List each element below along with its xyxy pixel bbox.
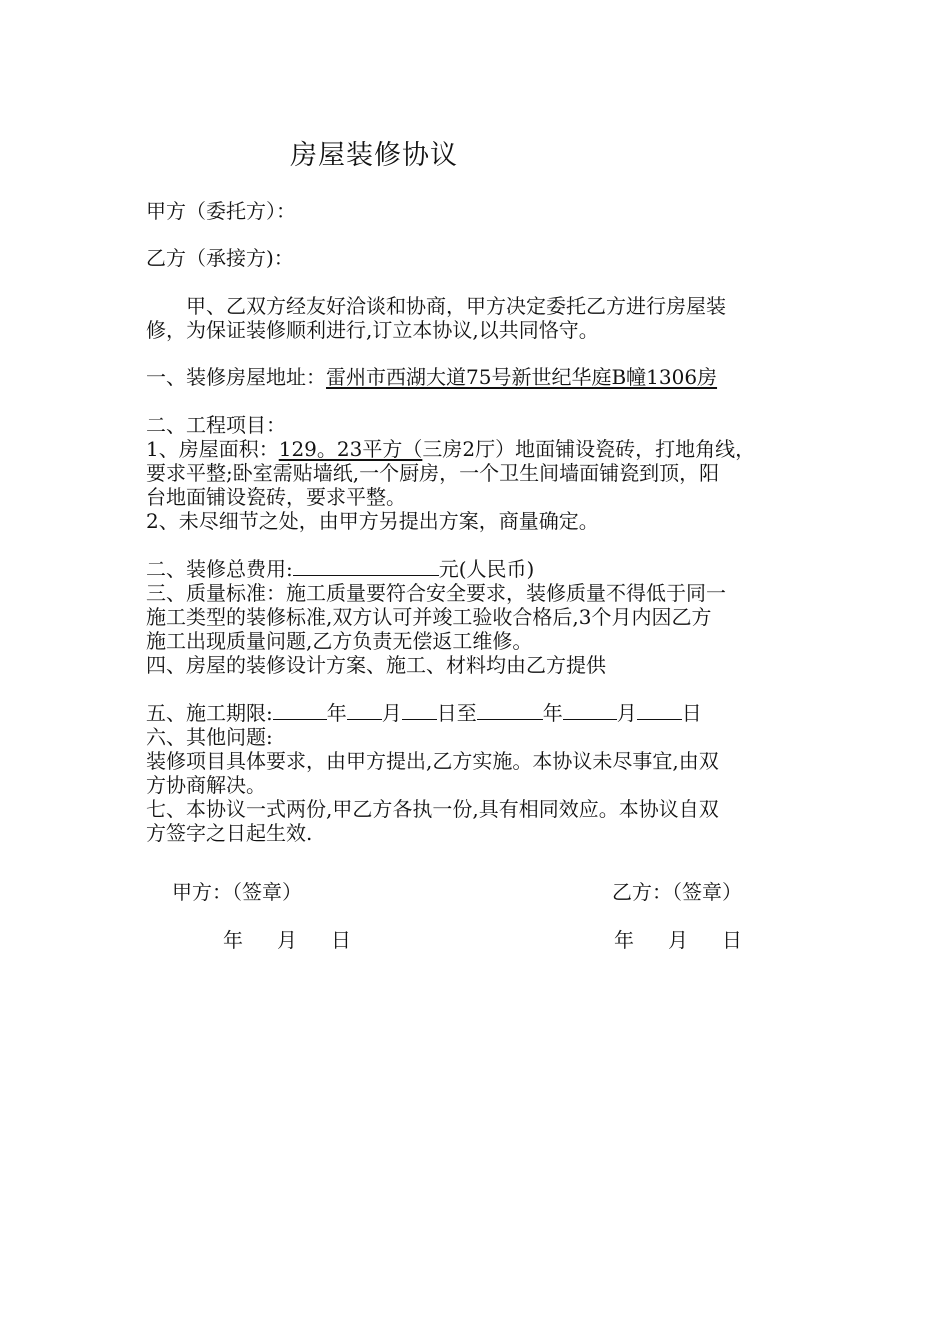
copies-line-2: 方签字之日起生效. <box>146 821 313 845</box>
document-title: 房屋装修协议 <box>290 140 458 171</box>
period-year: 年 <box>326 701 347 725</box>
project-item-1 <box>146 437 755 461</box>
intro-line-2: 修，为保证装修顺利进行,订立本协议,以共同恪守。 <box>146 318 599 342</box>
cost-label: 二、装修总费用: <box>146 557 293 581</box>
party-a-date-month: 月 <box>277 928 297 952</box>
period-month-2: 月 <box>616 701 637 725</box>
project-item-2: 2、未尽细节之处，由甲方另提出方案，商量确定。 <box>146 509 599 533</box>
period-blank <box>637 701 682 720</box>
period-blank <box>273 701 327 720</box>
party-b-line: 乙方（承接方)： <box>146 246 294 270</box>
quality-line-1: 三、质量标准：施工质量要符合安全要求，装修质量不得低于同一 <box>146 581 726 605</box>
cost-blank <box>293 557 439 576</box>
party-b-date-day: 日 <box>722 928 742 952</box>
cost-unit: 元(人民币) <box>438 557 535 581</box>
party-a-signature: 甲方：（签章） <box>172 880 302 904</box>
period-label: 五、施工期限: <box>146 701 273 725</box>
period-line <box>146 701 702 725</box>
party-a-date <box>223 924 351 953</box>
project-item-1-line-3: 台地面铺设瓷砖，要求平整。 <box>146 485 406 509</box>
project-item-1-line-2: 要求平整;卧室需贴墙纸,一个厨房，一个卫生间墙面铺瓷到顶，阳 <box>146 461 720 485</box>
other-line-2: 方协商解决。 <box>146 773 266 797</box>
project-item-1-rest: 三房2厅）地面铺设瓷砖，打地角线， <box>422 437 756 461</box>
party-b-signature: 乙方：（签章） <box>612 880 742 904</box>
cost-line <box>146 557 534 581</box>
period-blank <box>563 701 617 720</box>
project-heading: 二、工程项目： <box>146 413 286 437</box>
other-heading: 六、其他问题: <box>146 725 273 749</box>
party-a-date-day: 日 <box>331 928 351 952</box>
party-a-line: 甲方（委托方）： <box>146 199 296 223</box>
period-year-2: 年 <box>542 701 563 725</box>
intro-line-1: 甲、乙双方经友好洽谈和协商，甲方决定委托乙方进行房屋装 <box>146 294 726 318</box>
quality-line-3: 施工出现质量问题,乙方负责无偿返工维修。 <box>146 629 533 653</box>
period-blank <box>402 701 437 720</box>
party-b-date-month: 月 <box>668 928 688 952</box>
party-a-date-year: 年 <box>223 928 243 952</box>
quality-line-2: 施工类型的装修标准,双方认可并竣工验收合格后,3个月内因乙方 <box>146 605 712 629</box>
address-label: 一、装修房屋地址： <box>146 365 326 389</box>
party-b-date <box>614 924 742 953</box>
period-blank <box>477 701 543 720</box>
party-b-date-year: 年 <box>614 928 634 952</box>
other-line-1: 装修项目具体要求，由甲方提出,乙方实施。本协议未尽事宜,由双 <box>146 749 719 773</box>
period-blank <box>347 701 382 720</box>
project-item-1-prefix: 1、房屋面积： <box>146 437 279 461</box>
design-line: 四、房屋的装修设计方案、施工、材料均由乙方提供 <box>146 653 606 677</box>
period-month: 月 <box>381 701 402 725</box>
address-value: 雷州市西湖大道75号新世纪华庭B幢1306房 <box>326 365 718 389</box>
copies-line-1: 七、本协议一式两份,甲乙方各执一份,具有相同效应。本协议自双 <box>146 797 719 821</box>
project-area: 129。23平方（ <box>278 437 423 461</box>
address-line <box>146 365 717 389</box>
period-day: 日 <box>681 701 702 725</box>
period-day-to: 日至 <box>436 701 477 725</box>
